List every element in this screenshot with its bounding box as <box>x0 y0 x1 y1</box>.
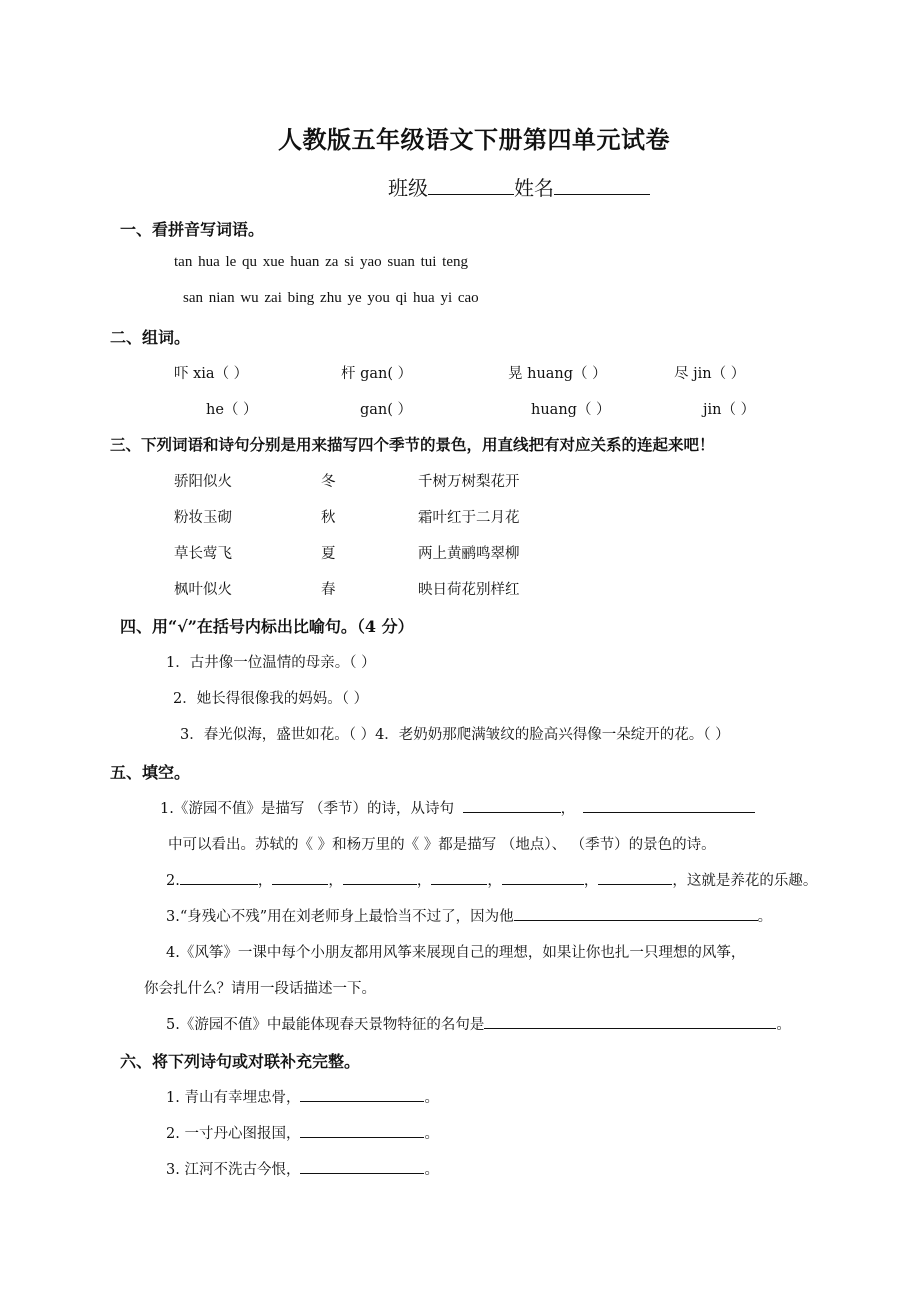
answer-blank[interactable] <box>583 798 755 813</box>
answer-blank[interactable] <box>514 906 758 921</box>
word-item: 晃 huang（ ） <box>508 366 607 382</box>
answer-blank[interactable] <box>484 1014 776 1029</box>
verse-item: 千树万树梨花开 <box>418 474 520 490</box>
page-title: 人教版五年级语文下册第四单元试卷 <box>278 125 670 154</box>
section-5-heading: 五、填空。 <box>110 763 191 782</box>
fill-q2: 2. ， ， ， ， ， ，这就是养花的乐趣。 <box>166 869 817 890</box>
phrase-item: 枫叶似火 <box>174 582 232 598</box>
couplet-item: 1. 青山有幸埋忠骨， 。 <box>166 1086 439 1107</box>
name-label: 姓名 <box>514 176 554 200</box>
word-item: huang（ ） <box>531 402 611 418</box>
simile-item: 1．古井像一位温情的母亲。（ ） <box>166 655 376 671</box>
phrase-item: 骄阳似火 <box>174 474 232 490</box>
word-item: he（ ） <box>206 402 258 418</box>
answer-blank[interactable] <box>300 1123 424 1138</box>
simile-item: 3．春光似海，盛世如花。（ ）4．老奶奶那爬满皱纹的脸高兴得像一朵绽开的花。（ ） <box>180 727 730 743</box>
verse-item: 映日荷花别样红 <box>418 582 520 598</box>
answer-blank[interactable] <box>502 870 584 885</box>
verse-item: 霜叶红于二月花 <box>418 510 520 526</box>
pinyin-line-1: tan hua le qu xue huan za si yao suan tui teng <box>174 254 469 270</box>
word-item: 杆 gan( ） <box>341 366 413 382</box>
name-blank[interactable] <box>554 174 650 195</box>
season-item: 秋 <box>321 510 336 526</box>
answer-blank[interactable] <box>431 870 487 885</box>
fill-q4-line2: 你会扎什么？请用一段话描述一下。 <box>144 981 376 997</box>
word-item: 吓 xia（ ） <box>174 366 249 382</box>
section-2-heading: 二、组词。 <box>110 328 191 347</box>
section-1-heading: 一、看拼音写词语。 <box>120 220 265 239</box>
answer-blank[interactable] <box>300 1159 424 1174</box>
phrase-item: 粉妆玉砌 <box>174 510 232 526</box>
word-item: 尽 jin（ ） <box>674 366 746 382</box>
season-item: 夏 <box>321 546 336 562</box>
answer-blank[interactable] <box>598 870 672 885</box>
answer-blank[interactable] <box>463 798 561 813</box>
phrase-item: 草长莺飞 <box>174 546 232 562</box>
word-item: jin（ ） <box>703 402 756 418</box>
section-6-heading: 六、将下列诗句或对联补充完整。 <box>120 1052 361 1071</box>
answer-blank[interactable] <box>300 1087 424 1102</box>
verse-item: 两上黄鹂鸣翠柳 <box>418 546 520 562</box>
answer-blank[interactable] <box>180 870 258 885</box>
season-item: 冬 <box>321 474 336 490</box>
couplet-item: 3. 江河不洗古今恨， 。 <box>166 1158 439 1179</box>
class-blank[interactable] <box>428 174 514 195</box>
class-label: 班级 <box>388 176 428 200</box>
fill-q3: 3.“身残心不残”用在刘老师身上最恰当不过了，因为他 。 <box>166 905 772 926</box>
answer-blank[interactable] <box>272 870 328 885</box>
fill-q1-line2: 中可以看出。苏轼的《 》和杨万里的《 》都是描写 （地点）、 （季节）的景色的诗。 <box>168 837 716 853</box>
simile-item: 2．她长得很像我的妈妈。（ ） <box>173 691 369 707</box>
student-info-line <box>388 172 650 201</box>
couplet-item: 2. 一寸丹心图报国， 。 <box>166 1122 439 1143</box>
fill-q1-line1: 1.《游园不值》是描写 （季节）的诗，从诗句 ， <box>160 797 755 818</box>
fill-q4-line1: 4.《风筝》一课中每个小朋友都用风筝来展现自己的理想，如果让你也扎一只理想的风筝， <box>166 945 746 961</box>
season-item: 春 <box>321 582 336 598</box>
fill-q5: 5.《游园不值》中最能体现春天景物特征的名句是 。 <box>166 1013 791 1034</box>
section-4-heading: 四、用“√”在括号内标出比喻句。（4 分） <box>120 617 414 636</box>
pinyin-line-2: san nian wu zai bing zhu ye you qi hua yi cao <box>183 290 479 306</box>
section-3-heading: 三、下列词语和诗句分别是用来描写四个季节的景色，用直线把有对应关系的连起来吧！ <box>110 435 715 454</box>
answer-blank[interactable] <box>343 870 417 885</box>
word-item: gan( ） <box>360 402 413 418</box>
